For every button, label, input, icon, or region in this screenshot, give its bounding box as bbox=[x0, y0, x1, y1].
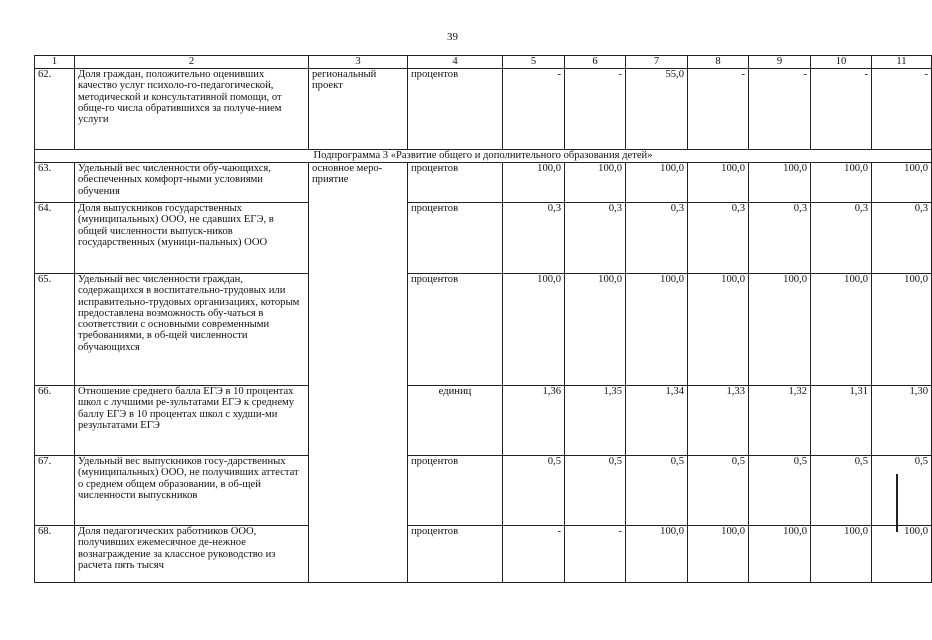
value-cell: 1,31 bbox=[811, 386, 872, 456]
table-row bbox=[35, 203, 932, 274]
row-number: 66. bbox=[35, 386, 75, 456]
subprogram-title: Подпрограмма 3 «Развитие общего и дополнительного образования детей» bbox=[35, 150, 932, 163]
scan-edge-mark bbox=[896, 474, 898, 532]
value-cell: 0,3 bbox=[565, 203, 626, 274]
value-cell: 1,33 bbox=[688, 386, 749, 456]
value-cell: 100,0 bbox=[749, 274, 811, 386]
value-cell: 1,35 bbox=[565, 386, 626, 456]
unit-cell: процентов bbox=[408, 526, 503, 583]
value-cell: 100,0 bbox=[688, 274, 749, 386]
table-row bbox=[35, 274, 932, 386]
row-number: 62. bbox=[35, 69, 75, 150]
row-number: 65. bbox=[35, 274, 75, 386]
value-cell: 0,3 bbox=[626, 203, 688, 274]
value-cell: 0,3 bbox=[811, 203, 872, 274]
header-cell: 9 bbox=[749, 56, 811, 69]
value-cell: - bbox=[503, 69, 565, 150]
unit-cell: процентов bbox=[408, 163, 503, 203]
header-cell: 11 bbox=[872, 56, 932, 69]
value-cell: 0,5 bbox=[688, 456, 749, 526]
header-cell: 10 bbox=[811, 56, 872, 69]
value-cell: 0,3 bbox=[503, 203, 565, 274]
header-cell: 6 bbox=[565, 56, 626, 69]
value-cell: - bbox=[565, 69, 626, 150]
value-cell: 0,5 bbox=[872, 456, 932, 526]
value-cell: - bbox=[565, 526, 626, 583]
value-cell: 100,0 bbox=[811, 163, 872, 203]
indicator-name: Удельный вес численности граждан, содержащихся в воспитательно-трудовых или исправительно-трудовых организациях, которым предоставлена возможность обу-чаться в соответствии с основными современными требованиями, в об-щей численности обучающихся bbox=[75, 274, 309, 386]
indicator-name: Доля выпускников государственных (муниципальных) ООО, не сдавших ЕГЭ, в общей численности выпуск-ников государственных (муници-пальных) ООО bbox=[75, 203, 309, 274]
value-cell: 100,0 bbox=[811, 274, 872, 386]
indicators-table bbox=[34, 55, 932, 583]
value-cell: 100,0 bbox=[503, 163, 565, 203]
value-cell: 100,0 bbox=[565, 274, 626, 386]
table-row bbox=[35, 69, 932, 150]
value-cell: 100,0 bbox=[811, 526, 872, 583]
value-cell: 100,0 bbox=[688, 163, 749, 203]
unit-cell: процентов bbox=[408, 203, 503, 274]
value-cell: 100,0 bbox=[749, 526, 811, 583]
value-cell: 100,0 bbox=[749, 163, 811, 203]
row-number: 68. bbox=[35, 526, 75, 583]
value-cell: 100,0 bbox=[872, 526, 932, 583]
indicator-name: Отношение среднего балла ЕГЭ в 10 процентах школ с лучшими ре-зультатами ЕГЭ к среднему баллу ЕГЭ в 10 процентах школ с худши-ми результатами ЕГЭ bbox=[75, 386, 309, 456]
header-cell: 1 bbox=[35, 56, 75, 69]
header-cell: 7 bbox=[626, 56, 688, 69]
table-row bbox=[35, 163, 932, 203]
value-cell: 0,3 bbox=[688, 203, 749, 274]
indicator-type: основное меро-приятие bbox=[309, 163, 408, 583]
value-cell: 0,5 bbox=[565, 456, 626, 526]
value-cell: 1,34 bbox=[626, 386, 688, 456]
value-cell: - bbox=[872, 69, 932, 150]
indicator-name: Удельный вес выпускников госу-дарственных (муниципальных) ООО, не получивших аттестат о среднем общем образовании, в об-щей численности выпускников bbox=[75, 456, 309, 526]
value-cell: - bbox=[811, 69, 872, 150]
indicator-type: региональный проект bbox=[309, 69, 408, 150]
value-cell: 100,0 bbox=[626, 526, 688, 583]
page-number: 39 bbox=[447, 31, 458, 43]
value-cell: 0,3 bbox=[872, 203, 932, 274]
value-cell: 0,3 bbox=[749, 203, 811, 274]
value-cell: 0,5 bbox=[811, 456, 872, 526]
header-cell: 5 bbox=[503, 56, 565, 69]
indicator-name: Доля педагогических работников ООО, получивших ежемесячное де-нежное вознаграждение за классное руководство из расчета пять тысяч bbox=[75, 526, 309, 583]
row-number: 63. bbox=[35, 163, 75, 203]
header-cell: 4 bbox=[408, 56, 503, 69]
unit-cell: единиц bbox=[408, 386, 503, 456]
value-cell: 1,30 bbox=[872, 386, 932, 456]
value-cell: 0,5 bbox=[626, 456, 688, 526]
value-cell: 100,0 bbox=[626, 163, 688, 203]
row-number: 67. bbox=[35, 456, 75, 526]
value-cell: 100,0 bbox=[565, 163, 626, 203]
unit-cell: процентов bbox=[408, 456, 503, 526]
value-cell: 100,0 bbox=[626, 274, 688, 386]
value-cell: - bbox=[688, 69, 749, 150]
table-row bbox=[35, 526, 932, 583]
value-cell: 0,5 bbox=[749, 456, 811, 526]
indicator-name: Удельный вес численности обу-чающихся, обеспеченных комфорт-ными условиями обучения bbox=[75, 163, 309, 203]
header-cell: 2 bbox=[75, 56, 309, 69]
unit-cell: процентов bbox=[408, 274, 503, 386]
unit-cell: процентов bbox=[408, 69, 503, 150]
value-cell: 100,0 bbox=[872, 274, 932, 386]
header-row bbox=[35, 56, 932, 69]
header-cell: 8 bbox=[688, 56, 749, 69]
subprogram-row bbox=[35, 150, 932, 163]
value-cell: 1,36 bbox=[503, 386, 565, 456]
value-cell: 0,5 bbox=[503, 456, 565, 526]
header-cell: 3 bbox=[309, 56, 408, 69]
value-cell: - bbox=[749, 69, 811, 150]
table-row bbox=[35, 386, 932, 456]
value-cell: 100,0 bbox=[688, 526, 749, 583]
value-cell: - bbox=[503, 526, 565, 583]
value-cell: 55,0 bbox=[626, 69, 688, 150]
row-number: 64. bbox=[35, 203, 75, 274]
table-row bbox=[35, 456, 932, 526]
value-cell: 1,32 bbox=[749, 386, 811, 456]
value-cell: 100,0 bbox=[503, 274, 565, 386]
value-cell: 100,0 bbox=[872, 163, 932, 203]
indicator-name: Доля граждан, положительно оценивших качество услуг психоло-го-педагогической, методической и консультативной помощи, от обще-го числа обратившихся за получе-нием услуги bbox=[75, 69, 309, 150]
